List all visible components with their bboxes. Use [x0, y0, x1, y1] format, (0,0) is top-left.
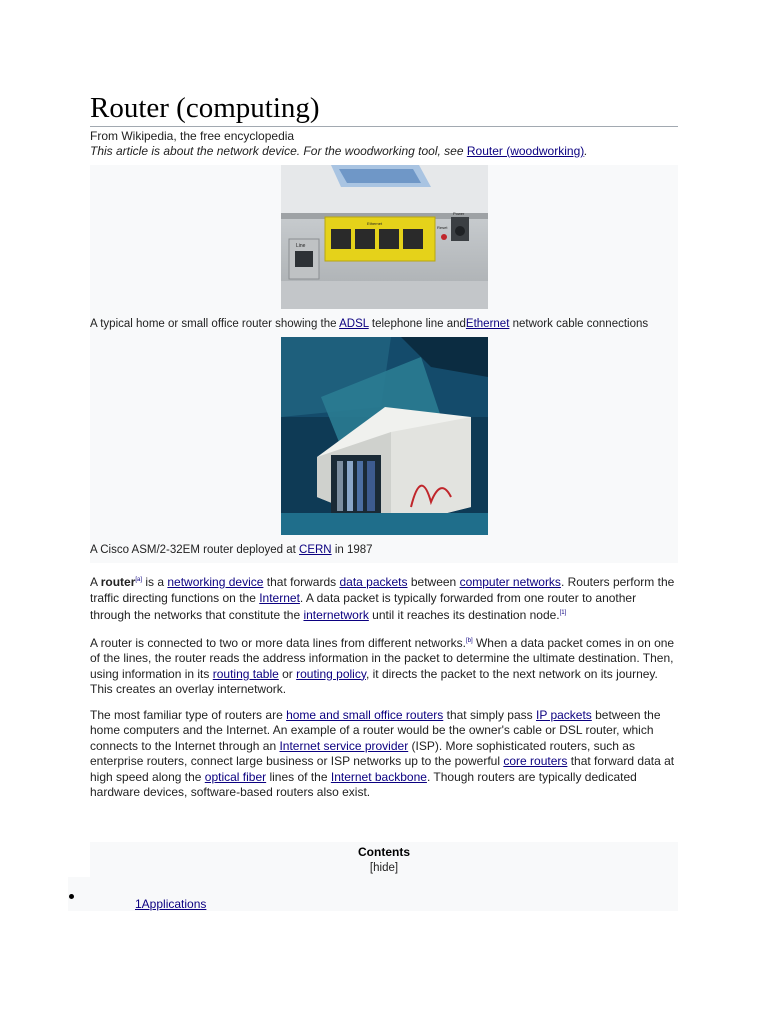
bullet-icon	[69, 894, 74, 899]
link-soho-routers[interactable]: home and small office routers	[286, 707, 444, 722]
link-ip-packets[interactable]: IP packets	[535, 707, 592, 722]
paragraph-connection: A router is connected to two or more data lines from different networks.[b] When a data packet comes in on one of the lines, the router reads the address information in the packet to determine the ultimate destination. Then, using information in its routing table or routing policy, it directs the packet to the next network on its journey. This creates an overlay internetwork.	[90, 635, 675, 696]
footnote-ref[interactable]: [1]	[559, 610, 567, 616]
hatnote-link[interactable]: Router (woodworking)	[466, 144, 585, 158]
power-label: Power	[452, 211, 464, 216]
link-computer-networks[interactable]: computer networks	[459, 575, 561, 589]
router-photo	[281, 165, 488, 309]
link-networking-device[interactable]: networking device	[167, 575, 264, 589]
link-routing-policy[interactable]: routing policy	[296, 666, 366, 681]
toc-title: Contents	[358, 845, 410, 859]
toc-list	[68, 877, 678, 911]
cern-link[interactable]: CERN	[299, 544, 332, 556]
ethernet-link[interactable]: Ethernet	[465, 318, 510, 330]
article	[90, 90, 678, 801]
figure2-caption: A Cisco ASM/2-32EM router deployed at CERN in 1987	[90, 544, 373, 556]
page-title: Router (computing)	[90, 90, 678, 127]
link-routing-table[interactable]: routing table	[212, 666, 279, 681]
link-internet[interactable]: Internet	[259, 590, 300, 605]
line-port-label: Line	[295, 243, 305, 249]
hatnote: This article is about the network device. For the woodworking tool, see Router (woodworking).	[90, 144, 588, 158]
site-subtitle: From Wikipedia, the free encyclopedia	[90, 129, 295, 143]
table-of-contents	[90, 842, 678, 877]
cisco-router-photo	[281, 337, 488, 535]
footnote-ref[interactable]: [a]	[135, 577, 143, 583]
ethernet-port-label: Ethernet	[366, 221, 382, 226]
link-optical-fiber[interactable]: optical fiber	[204, 769, 267, 784]
reset-label: Reset	[436, 225, 447, 230]
figures-panel	[90, 165, 678, 563]
paragraph-intro: A router[a] is a networking device that forwards data packets between computer networks. Routers perform the traffic directing functions on the Internet. A data packet is typically forwarded from one router to another through the networks that constitute the internetwork until it reaches its destination node.[1]	[90, 575, 675, 622]
toc-hide-toggle[interactable]: [hide]	[369, 862, 399, 874]
link-isp[interactable]: Internet service provider	[279, 738, 409, 753]
footnote-ref[interactable]: [b]	[465, 637, 473, 644]
link-internetwork[interactable]: internetwork	[303, 608, 369, 622]
toc-item-applications[interactable]: 1Applications	[135, 897, 207, 911]
link-data-packets[interactable]: data packets	[339, 575, 408, 589]
figure1-caption: A typical home or small office router showing the ADSL telephone line andEthernet network cable connections	[90, 318, 649, 330]
paragraph-types: The most familiar type of routers are home and small office routers that simply pass IP packets between the home computers and the Internet. An example of a router would be the owner's cable or DSL router, which connects to the Internet through an Internet service provider (ISP). More sophisticated routers, such as enterprise routers, connect large business or ISP networks up to the powerful core routers that forward data at high speed along the optical fiber lines of the Internet backbone. Though routers are typically dedicated hardware devices, software-based routers also exist.	[90, 707, 675, 799]
link-internet-backbone[interactable]: Internet backbone	[330, 769, 427, 784]
link-core-routers[interactable]: core routers	[503, 754, 568, 768]
adsl-link[interactable]: ADSL	[339, 318, 369, 330]
